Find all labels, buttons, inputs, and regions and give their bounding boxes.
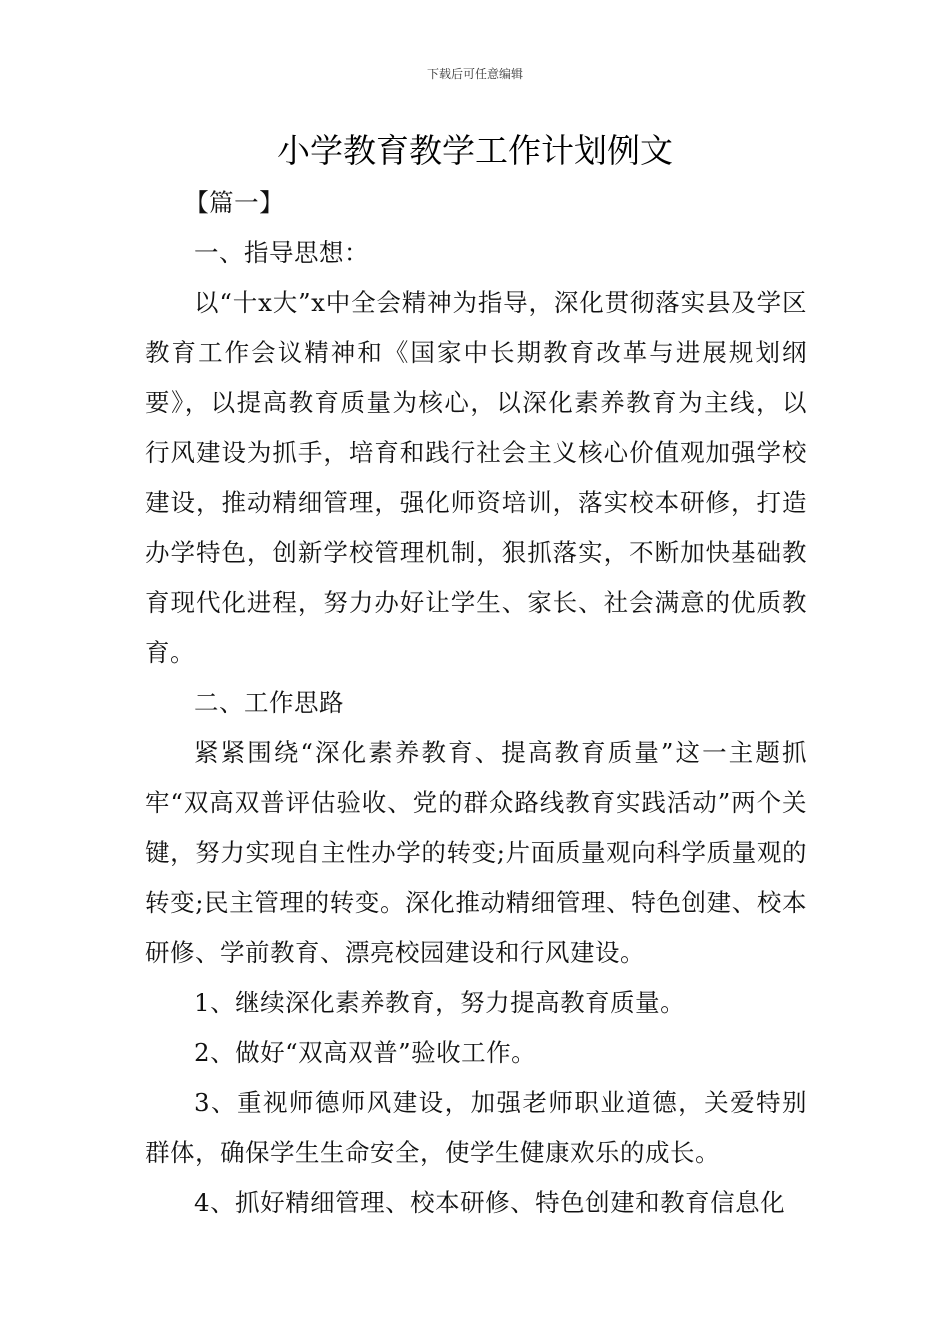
heading-work-approach: 二、工作思路 bbox=[194, 688, 344, 717]
list-item-4: 4、抓好精细管理、校本研修、特色创建和教育信息化 bbox=[194, 1188, 786, 1217]
paragraph-guiding-ideology: 以“十x大”x中全会精神为指导，深化贯彻落实县及学区教育工作会议精神和《国家中长期教育改革与进展规划纲要》，以提高教育质量为核心，以深化素养教育为主线，以行风建设为抓手，培育和践行社会主义核心价值观加强学校建设，推动精细管理，强化师资培训，落实校本研修，打造办学特色，创新学校管理机制，狠抓落实，不断加快基础教育现代化进程，努力办好让学生、家长、社会满意的优质教育。 bbox=[145, 288, 807, 667]
section-tag: 【篇一】 bbox=[184, 188, 285, 217]
list-item-3: 3、重视师德师风建设，加强老师职业道德，关爱特别群体，确保学生生命安全，使学生健康欢乐的成长。 bbox=[145, 1088, 807, 1167]
header-note: 下载后可任意编辑 bbox=[426, 67, 523, 81]
document-title: 小学教育教学工作计划例文 bbox=[277, 131, 673, 170]
document-body bbox=[145, 178, 807, 1228]
list-item-1: 1、继续深化素养教育，努力提高教育质量。 bbox=[194, 988, 686, 1017]
paragraph-work-approach: 紧紧围绕“深化素养教育、提高教育质量”这一主题抓牢“双高双普评估验收、党的群众路线教育实践活动”两个关键，努力实现自主性办学的转变;片面质量观向科学质量观的转变;民主管理的转变。深化推动精细管理、特色创建、校本研修、学前教育、漂亮校园建设和行风建设。 bbox=[145, 738, 807, 967]
list-item-2: 2、做好“双高双普”验收工作。 bbox=[194, 1038, 537, 1067]
heading-guiding-ideology: 一、指导思想： bbox=[194, 238, 369, 267]
